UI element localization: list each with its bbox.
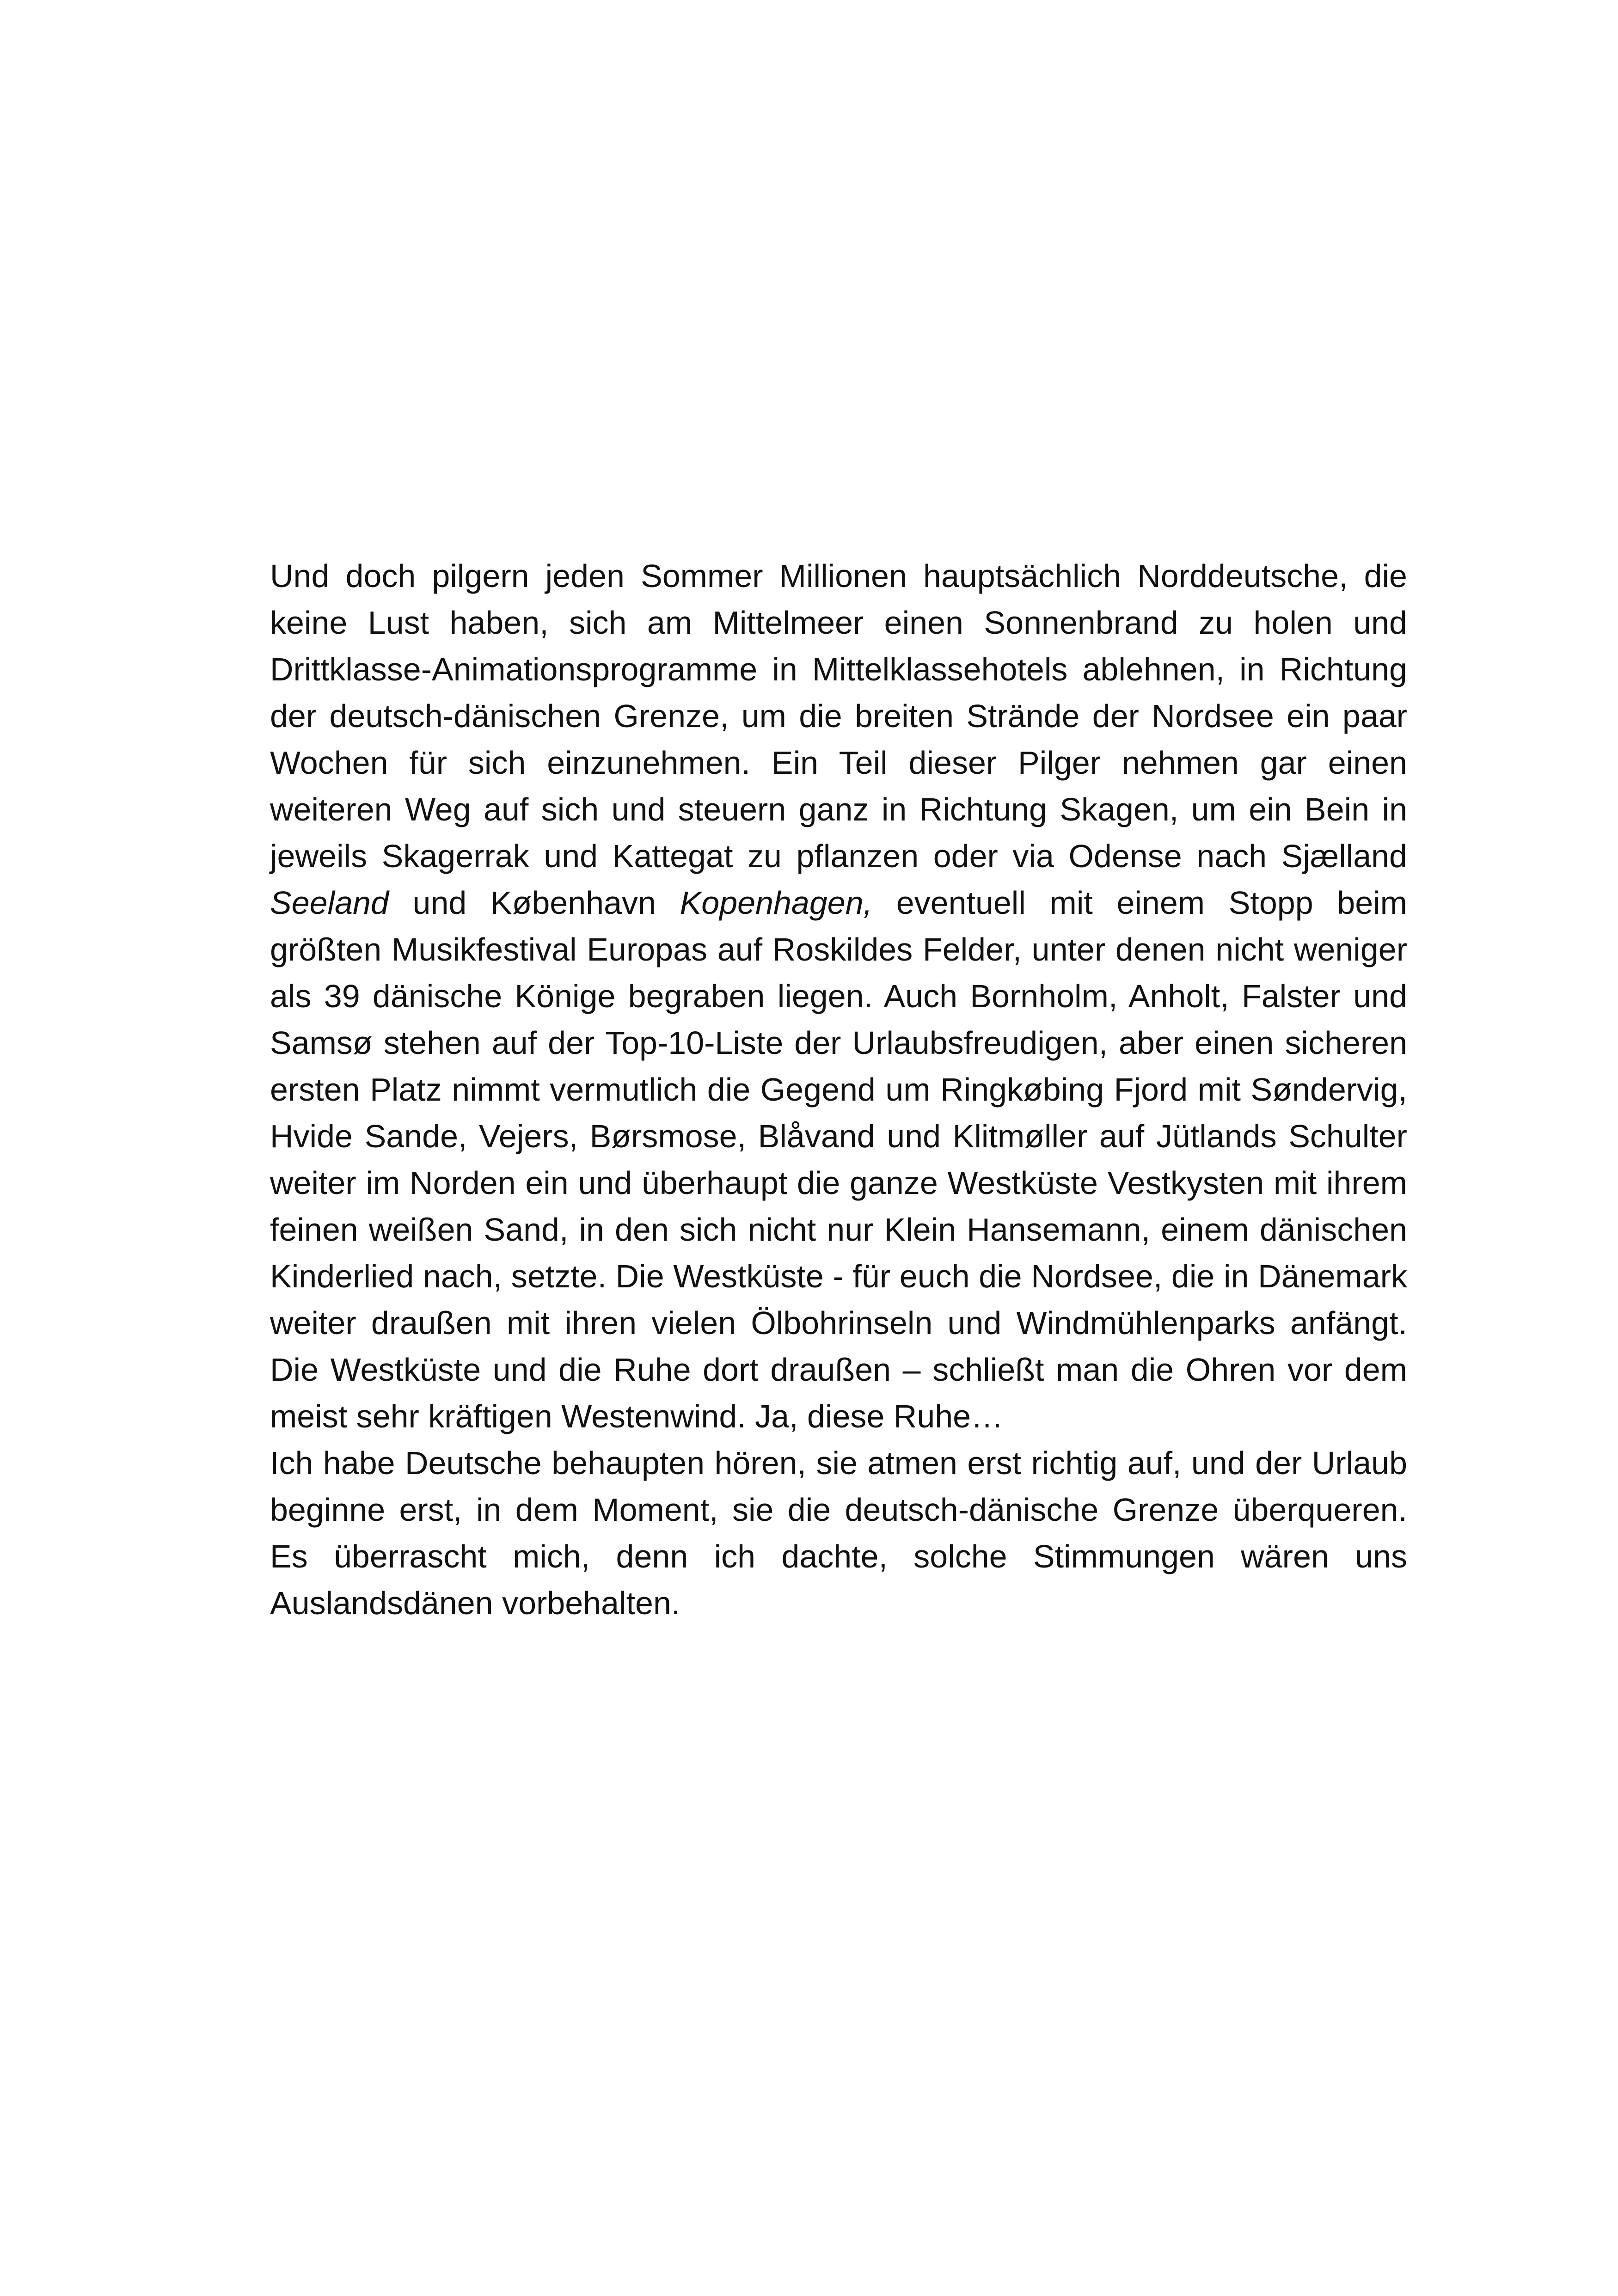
paragraph-1-text-3: eventuell mit einem Stopp beim größten Musikfestival Europas auf Roskildes Felder, unter denen nicht weniger als 39 dänische Könige begraben liegen. Auch Bornholm, Anholt, Falster und Samsø stehen auf der Top-10-Liste der Urlaubsfreudigen, aber einen sicheren ersten Platz nimmt vermutlich die Gegend um Ringkøbing Fjord mit Søndervig, Hvide Sande, Vejers, Børsmose, Blåvand und Klitmøller auf Jütlands Schulter weiter im Norden ein und überhaupt die ganze Westküste Vestkysten mit ihrem feinen weißen Sand, in den sich nicht nur Klein Hansemann, einem dänischen Kinderlied nach, setzte. Die Westküste - für euch die Nordsee, die in Dänemark weiter draußen mit ihren vielen Ölbohrinseln und Windmühlenparks anfängt. Die Westküste und die Ruhe dort draußen – schließt man die Ohren vor dem meist sehr kräftigen Westenwind. Ja, diese Ruhe… [270, 885, 1407, 1434]
paragraph-1-text-2: und København [388, 885, 680, 921]
paragraph-2: Ich habe Deutsche behaupten hören, sie atmen erst richtig auf, und der Urlaub beginne erst, in dem Moment, sie die deutsch-dänische Grenze überqueren. Es überrascht mich, denn ich dachte, solche Stimmungen wären uns Auslandsdänen vorbehalten. [270, 1445, 1407, 1621]
body-text [270, 553, 1407, 1627]
italic-seeland: Seeland [270, 885, 389, 921]
italic-kopenhagen: Kopenhagen, [680, 885, 873, 921]
paragraph-1 [270, 553, 1407, 1440]
paragraph-1-text-1: Und doch pilgern jeden Sommer Millionen hauptsächlich Norddeutsche, die keine Lust haben, sich am Mittelmeer einen Sonnenbrand zu holen und Drittklasse-Animationsprogramme in Mittelklassehotels ablehnen, in Richtung der deutsch-dänischen Grenze, um die breiten Strände der Nordsee ein paar Wochen für sich einzunehmen. Ein Teil dieser Pilger nehmen gar einen weiteren Weg auf sich und steuern ganz in Richtung Skagen, um ein Bein in jeweils Skagerrak und Kattegat zu pflanzen oder via Odense nach Sjælland [270, 558, 1407, 874]
